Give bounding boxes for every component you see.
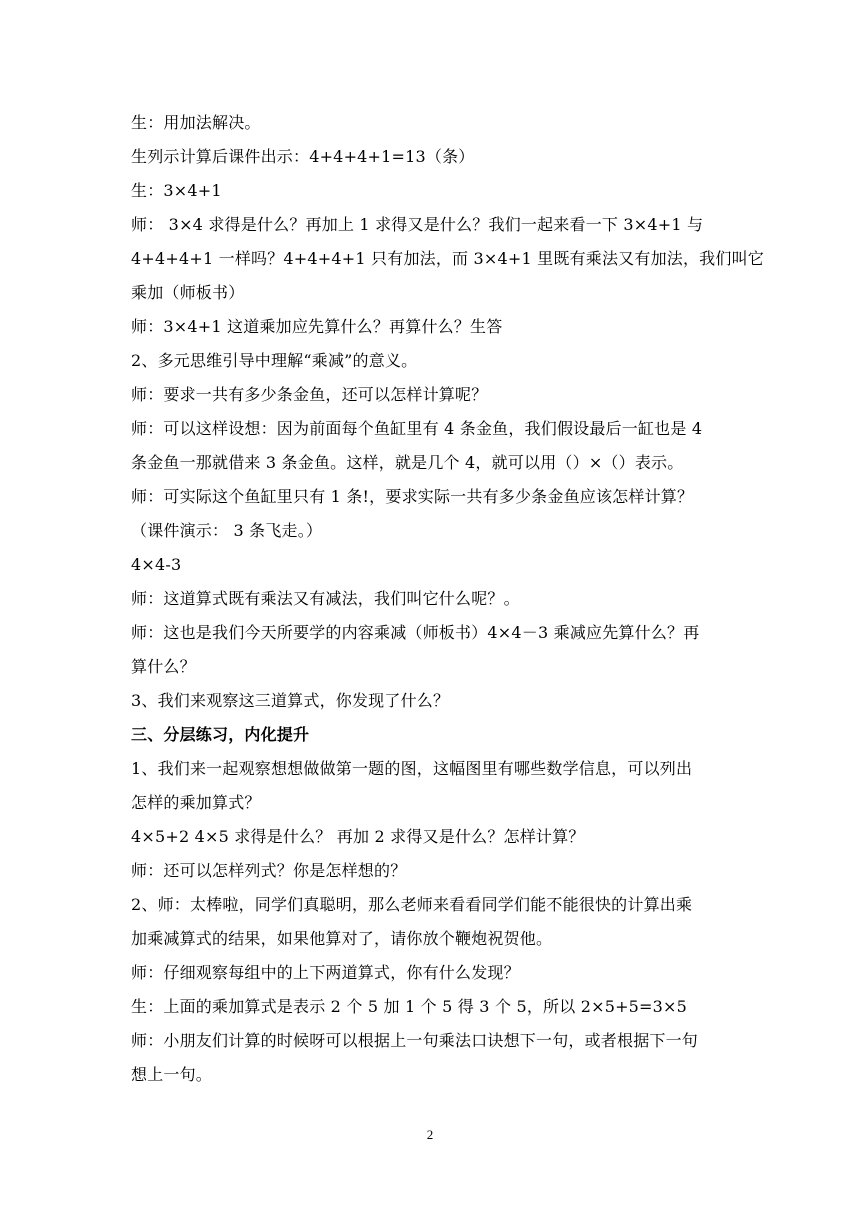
text-line: 师：仔细观察每组中的上下两道算式，你有什么发现？ xyxy=(131,963,520,982)
text-line: 生：3×4+1 xyxy=(131,181,222,200)
text-line: 师：要求一共有多少条金鱼，还可以怎样计算呢？ xyxy=(131,385,488,404)
text-line: 生列示计算后课件出示：4+4+4+1=13（条） xyxy=(131,147,475,166)
text-line: 怎样的乘加算式？ xyxy=(131,793,261,812)
text-line: 4×4-3 xyxy=(131,555,182,574)
text-line: 生：上面的乘加算式是表示 2 个 5 加 1 个 5 得 3 个 5，所以 2×5+5=3×5 xyxy=(131,997,688,1016)
text-line: 师： 3×4 求得是什么？再加上 1 求得又是什么？我们一起来看一下 3×4+1 与 xyxy=(131,215,704,234)
document-body xyxy=(131,106,764,1092)
text-line: 加乘减算式的结果，如果他算对了，请你放个鞭炮祝贺他。 xyxy=(131,929,553,948)
section-heading: 三、分层练习，内化提升 xyxy=(131,725,310,744)
text-line: 1、我们来一起观察想想做做第一题的图，这幅图里有哪些数学信息，可以列出 xyxy=(131,759,693,778)
text-line: 算什么？ xyxy=(131,657,196,676)
text-line: 师：可以这样设想：因为前面每个鱼缸里有 4 条金鱼，我们假设最后一缸也是 4 xyxy=(131,419,703,438)
text-line: 条金鱼一那就借来 3 条金鱼。这样，就是几个 4，就可以用（）×（）表示。 xyxy=(131,453,684,472)
text-line: 师：3×4+1 这道乘加应先算什么？再算什么？生答 xyxy=(131,317,503,336)
text-line: 师：这也是我们今天所要学的内容乘减（师板书）4×4－3 乘减应先算什么？再 xyxy=(131,623,700,642)
text-line: 师：可实际这个鱼缸里只有 1 条!，要求实际一共有多少条金鱼应该怎样计算？ xyxy=(131,487,694,506)
text-line: （课件演示： 3 条飞走。） xyxy=(131,521,323,540)
text-line: 师：还可以怎样列式？你是怎样想的？ xyxy=(131,861,407,880)
text-line: 3、我们来观察这三道算式，你发现了什么？ xyxy=(131,691,450,710)
text-line: 师：小朋友们计算的时候呀可以根据上一句乘法口诀想下一句，或者根据下一句 xyxy=(131,1031,699,1050)
page-number: 2 xyxy=(426,1127,434,1142)
text-line: 4+4+4+1 一样吗？4+4+4+1 只有加法，而 3×4+1 里既有乘法又有加法，我们叫它 xyxy=(131,249,764,268)
text-line: 2、师：太棒啦，同学们真聪明，那么老师来看看同学们能不能很快的计算出乘 xyxy=(131,895,693,914)
text-line: 想上一句。 xyxy=(131,1065,213,1084)
text-line: 4×5+2 4×5 求得是什么？ 再加 2 求得又是什么？怎样计算？ xyxy=(131,827,585,846)
text-line: 师：这道算式既有乘法又有减法，我们叫它什么呢？。 xyxy=(131,589,520,608)
text-line: 生：用加法解决。 xyxy=(131,113,261,132)
text-line: 2、多元思维引导中理解“乘减”的意义。 xyxy=(131,351,418,370)
text-line: 乘加（师板书） xyxy=(131,283,245,302)
